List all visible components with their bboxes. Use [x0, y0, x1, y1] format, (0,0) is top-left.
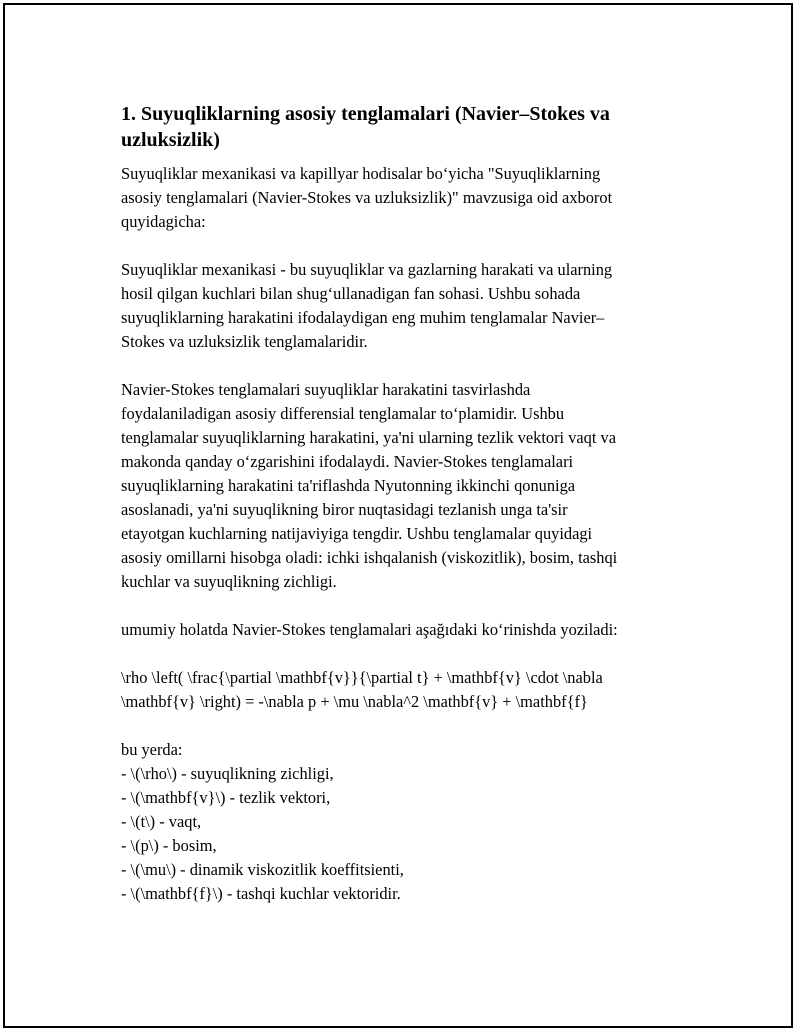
text-line: asoslanadi, ya'ni suyuqlikning biror nuqtasidagi tezlanish unga ta'sir	[121, 500, 568, 519]
text-line: asosiy omillarni hisobga oladi: ichki ishqalanish (viskozitlik), bosim, tashqi	[121, 548, 618, 567]
definition-item: - \(\rho\) - suyuqlikning zichligi,	[121, 764, 334, 783]
text-line: kuchlar va suyuqlikning zichligi.	[121, 572, 337, 591]
definition-item: - \(\mathbf{v}\) - tezlik vektori,	[121, 788, 331, 807]
general-form-paragraph	[121, 618, 691, 642]
text-line: Navier-Stokes tenglamalari suyuqliklar harakatini tasvirlashda	[121, 380, 531, 399]
definition-item: - \(\mathbf{f}\) - tashqi kuchlar vektoridir.	[121, 884, 401, 903]
text-line: hosil qilgan kuchlari bilan shug‘ullanadigan fan sohasi. Ushbu sohada	[121, 284, 581, 303]
heading-line: uzluksizlik)	[121, 129, 220, 151]
text-line: Stokes va uzluksizlik tenglamalaridir.	[121, 332, 368, 351]
equation-line: \rho \left( \frac{\partial \mathbf{v}}{\partial t} + \mathbf{v} \cdot \nabla	[121, 668, 603, 687]
text-line: asosiy tenglamalari (Navier-Stokes va uzluksizlik)" mavzusiga oid axborot	[121, 188, 613, 207]
navier-stokes-paragraph	[121, 378, 691, 594]
text-line: Suyuqliklar mexanikasi va kapillyar hodisalar bo‘yicha "Suyuqliklarning	[121, 164, 601, 183]
equation-latex	[121, 666, 691, 714]
document-page	[3, 3, 793, 1028]
text-line: suyuqliklarning harakatini ifodalaydigan eng muhim tenglamalar Navier–	[121, 308, 605, 327]
section-heading	[121, 101, 691, 153]
text-line: suyuqliklarning harakatini ta'riflashda Nyutonning ikkinchi qonuniga	[121, 476, 576, 495]
document-body	[121, 101, 691, 906]
definition-item: - \(p\) - bosim,	[121, 836, 217, 855]
text-line: etayotgan kuchlarning natijaviyiga tengdir. Ushbu tenglamalar quyidagi	[121, 524, 593, 543]
text-line: quyidagicha:	[121, 212, 206, 231]
text-line: tenglamalar suyuqliklarning harakatini, ya'ni ularning tezlik vektori vaqt va	[121, 428, 616, 447]
text-line: foydalaniladigan asosiy differensial tenglamalar to‘plamidir. Ushbu	[121, 404, 565, 423]
intro-paragraph	[121, 162, 691, 234]
heading-line: 1. Suyuqliklarning asosiy tenglamalari (Navier–Stokes va	[121, 103, 610, 125]
text-line: Suyuqliklar mexanikasi - bu suyuqliklar va gazlarning harakati va ularning	[121, 260, 613, 279]
definition-item: - \(t\) - vaqt,	[121, 812, 202, 831]
definitions-intro: bu yerda:	[121, 740, 183, 759]
text-line: makonda qanday o‘zgarishini ifodalaydi. Navier-Stokes tenglamalari	[121, 452, 574, 471]
text-line: umumiy holatda Navier-Stokes tenglamalari aşağıdaki ko‘rinishda yoziladi:	[121, 620, 618, 639]
definitions-list	[121, 762, 691, 906]
equation-line: \mathbf{v} \right) = -\nabla p + \mu \nabla^2 \mathbf{v} + \mathbf{f}	[121, 692, 588, 711]
definition-item: - \(\mu\) - dinamik viskozitlik koeffitsienti,	[121, 860, 404, 879]
mechanics-paragraph	[121, 258, 691, 354]
